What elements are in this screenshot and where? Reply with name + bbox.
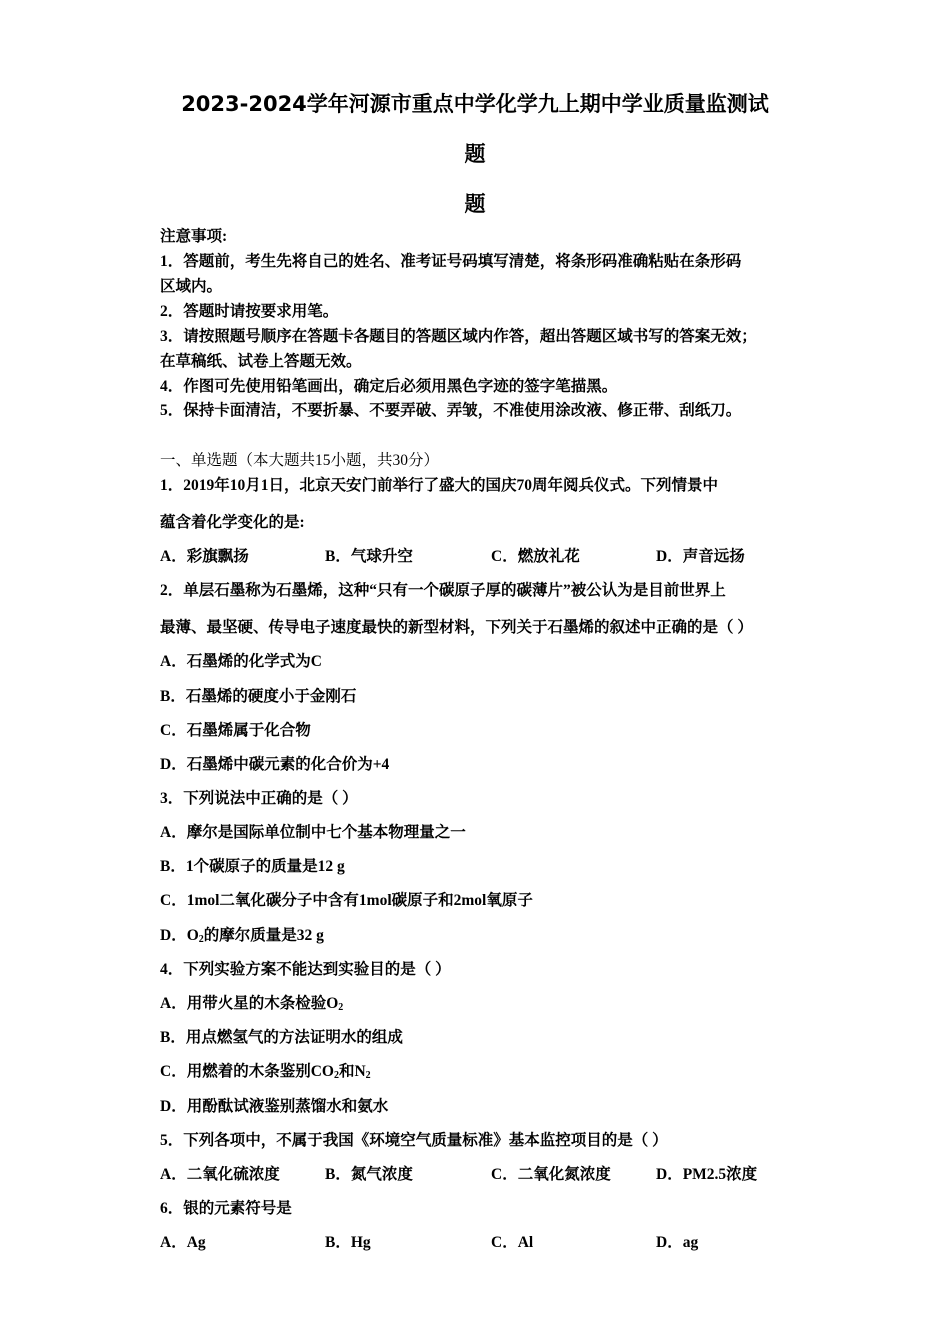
notice-item: 3．请按照题号顺序在答题卡各题目的答题区域内作答，超出答题区域书写的答案无效； <box>160 328 757 345</box>
question-6-stem: 6．银的元素符号是 <box>160 1200 292 1217</box>
q4-option-a <box>160 994 343 1018</box>
question-4-stem: 4．下列实验方案不能达到实验目的是（ ） <box>160 961 451 978</box>
q3-option-d <box>160 926 324 950</box>
q3-option-a: A．摩尔是国际单位制中七个基本物理量之一 <box>160 824 466 841</box>
q3-option-c: C．1mol二氧化碳分子中含有1mol碳原子和2mol氧原子 <box>160 892 533 909</box>
page-title-continued: 题 <box>464 142 486 166</box>
notice-item: 4．作图可先使用铅笔画出，确定后必须用黑色字迹的签字笔描黑。 <box>160 378 618 395</box>
notice-item: 2．答题时请按要求用笔。 <box>160 303 339 320</box>
page-title-repeat: 题 <box>464 192 486 216</box>
notice-item: 1．答题前，考生先将自己的姓名、准考证号码填写清楚，将条形码准确粘贴在条形码 <box>160 253 742 270</box>
q6-option-c: C．Al <box>491 1234 534 1251</box>
q4-option-c <box>160 1062 371 1086</box>
q4-option-a-text: A．用带火星的木条检验O <box>160 995 339 1012</box>
q3-option-d-subscript: 2 <box>198 934 204 945</box>
q4-option-a-subscript: 2 <box>338 1002 344 1013</box>
q4-option-d: D．用酚酞试液鉴别蒸馏水和氨水 <box>160 1098 389 1115</box>
notice-heading: 注意事项: <box>160 228 228 245</box>
q1-option-b: B．气球升空 <box>325 548 413 565</box>
q3-option-d-suffix: 的摩尔质量是32 g <box>203 927 324 944</box>
q2-option-d: D．石墨烯中碳元素的化合价为+4 <box>160 756 390 773</box>
q1-option-d: D．声音远扬 <box>656 548 745 565</box>
q4-option-c-middle: 和N <box>338 1063 366 1080</box>
question-1-stem-continued: 蕴含着化学变化的是: <box>160 514 305 531</box>
q4-option-c-text: C．用燃着的木条鉴别CO <box>160 1063 334 1080</box>
q6-option-a: A．Ag <box>160 1234 206 1251</box>
q2-option-c: C．石墨烯属于化合物 <box>160 722 311 739</box>
q2-option-b: B．石墨烯的硬度小于金刚石 <box>160 688 357 705</box>
page-title: 2023-2024学年河源市重点中学化学九上期中学业质量监测试 <box>181 92 769 116</box>
q6-option-d: D．ag <box>656 1234 699 1251</box>
question-2-stem: 2．单层石墨称为石墨烯，这种“只有一个碳原子厚的碳薄片”被公认为是目前世界上 <box>160 582 726 599</box>
q5-option-c: C．二氧化氮浓度 <box>491 1166 611 1183</box>
q5-option-d: D．PM2.5浓度 <box>656 1166 758 1183</box>
question-3-stem: 3．下列说法中正确的是（ ） <box>160 790 358 807</box>
notice-item: 5．保持卡面清洁，不要折暴、不要弄破、弄皱，不准使用涂改液、修正带、刮纸刀。 <box>160 402 742 419</box>
q3-option-b: B．1个碳原子的质量是12 g <box>160 858 345 875</box>
question-5-stem: 5．下列各项中，不属于我国《环境空气质量标准》基本监控项目的是（ ） <box>160 1132 668 1149</box>
q1-option-a: A．彩旗飘扬 <box>160 548 249 565</box>
q3-option-d-prefix: D．O <box>160 927 199 944</box>
q4-option-c-subscript-2: 2 <box>365 1070 371 1081</box>
q5-option-b: B．氮气浓度 <box>325 1166 413 1183</box>
question-1-stem: 1．2019年10月1日，北京天安门前举行了盛大的国庆70周年阅兵仪式。下列情景中 <box>160 477 719 494</box>
notice-item: 区域内。 <box>160 278 223 295</box>
q2-option-a: A．石墨烯的化学式为C <box>160 653 322 670</box>
section-heading: 一、单选题（本大题共15小题，共30分） <box>160 452 440 469</box>
question-2-stem-continued: 最薄、最坚硬、传导电子速度最快的新型材料，下列关于石墨烯的叙述中正确的是（ ） <box>160 619 753 636</box>
q4-option-c-subscript-1: 2 <box>333 1070 339 1081</box>
q5-option-a: A．二氧化硫浓度 <box>160 1166 280 1183</box>
notice-item: 在草稿纸、试卷上答题无效。 <box>160 353 362 370</box>
q1-option-c: C．燃放礼花 <box>491 548 580 565</box>
q6-option-b: B．Hg <box>325 1234 371 1251</box>
q4-option-b: B．用点燃氢气的方法证明水的组成 <box>160 1029 403 1046</box>
